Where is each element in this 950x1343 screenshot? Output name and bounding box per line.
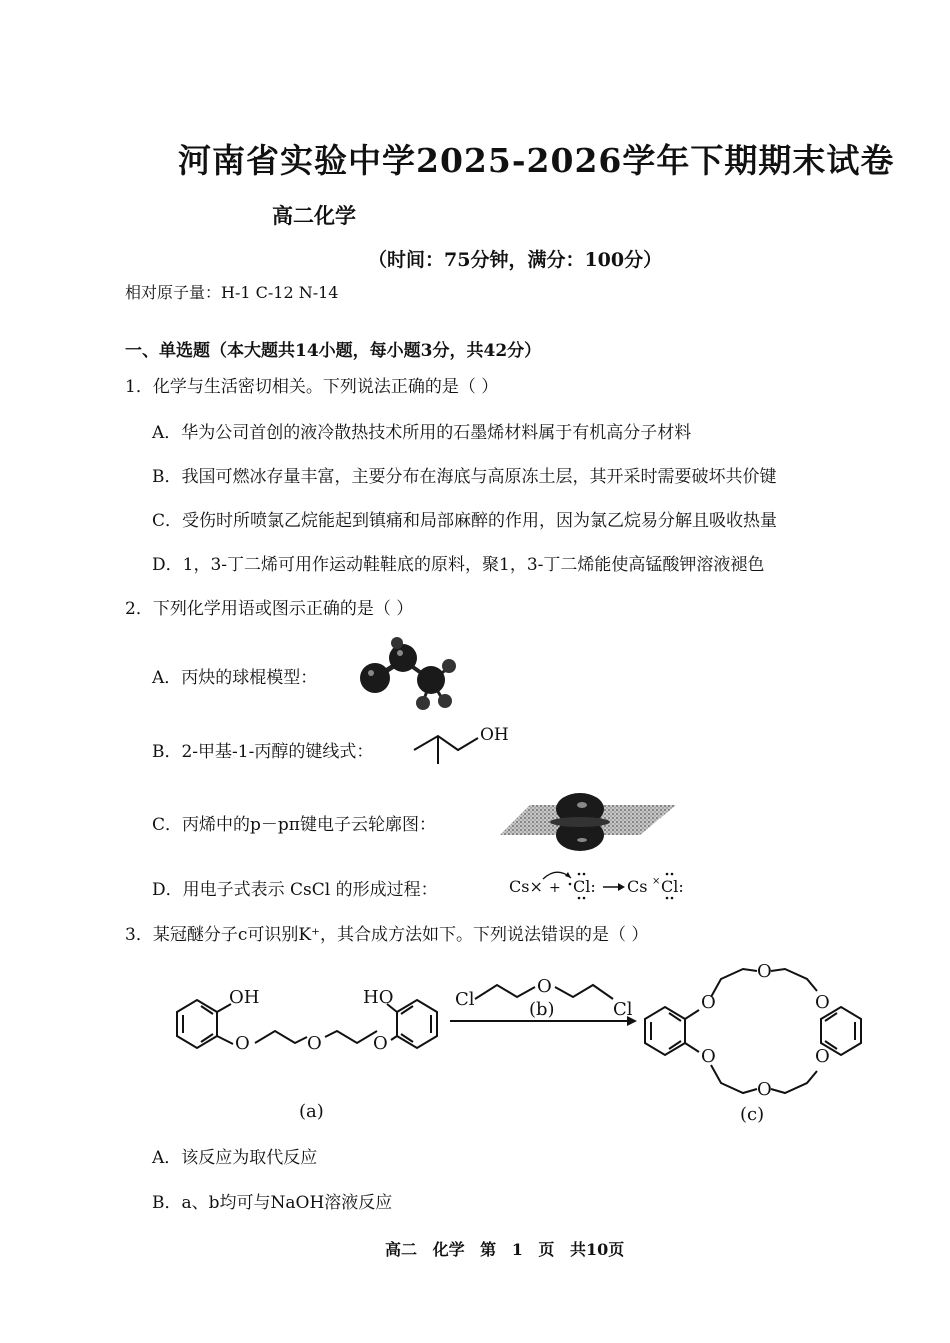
question-2-stem: 2．下列化学用语或图示正确的是（ ） bbox=[125, 599, 414, 619]
question-3-option-b: B．a、b均可与NaOH溶液反应 bbox=[152, 1193, 393, 1213]
cs-left-label: Cs× bbox=[509, 877, 543, 896]
ether-o-3: O bbox=[373, 1033, 388, 1054]
time-info: （时间：75分钟，满分：100分） bbox=[368, 249, 663, 271]
question-1-option-b: B．我国可燃冰存量丰富，主要分布在海底与高原冻土层，其开采时需要破坏共价键 bbox=[152, 467, 777, 487]
pi-bond-electron-cloud bbox=[500, 785, 680, 860]
section-title: 一、单选题（本大题共14小题，每小题3分，共42分） bbox=[125, 341, 542, 361]
methylpropanol-skeletal-formula bbox=[410, 720, 520, 780]
ether-o-1: O bbox=[235, 1033, 250, 1054]
question-1-option-d: D．1，3-丁二烯可用作运动鞋鞋底的原料，聚1，3-丁二烯能使高锰酸钾溶液褪色 bbox=[152, 555, 765, 575]
crown-o-3: O bbox=[757, 961, 772, 982]
reagent-b-label: (b) bbox=[529, 999, 555, 1020]
compound-a-label: (a) bbox=[299, 1101, 324, 1122]
cscl-electron-formula bbox=[505, 864, 695, 904]
question-3-option-a: A．该反应为取代反应 bbox=[152, 1148, 318, 1168]
ether-o-b: O bbox=[537, 976, 552, 997]
question-2-option-d: D．用电子式表示 CsCl 的形成过程： bbox=[152, 880, 438, 900]
exam-subtitle: 高二化学 bbox=[272, 203, 356, 228]
exam-title: 河南省实验中学2025-2026学年下期期末试卷 bbox=[178, 141, 895, 180]
cl-left: Cl bbox=[455, 989, 475, 1010]
atomic-masses: 相对原子量：H-1 C-12 N-14 bbox=[125, 283, 339, 302]
oh-label: OH bbox=[480, 725, 509, 745]
ho-right-label: HO bbox=[363, 987, 394, 1008]
compound-c-label: (c) bbox=[740, 1104, 765, 1125]
svg-text:×: × bbox=[652, 876, 661, 887]
oh-left-label: OH bbox=[229, 987, 260, 1008]
crown-o-4: O bbox=[757, 1079, 772, 1100]
ether-o-2: O bbox=[307, 1033, 322, 1054]
crown-ether-synthesis-scheme bbox=[165, 955, 885, 1135]
crown-o-2: O bbox=[701, 1046, 716, 1067]
question-3-stem: 3．某冠醚分子c可识别K⁺，其合成方法如下。下列说法错误的是（ ） bbox=[125, 925, 649, 945]
cl-right-label: Cl: bbox=[661, 877, 684, 896]
crown-o-1: O bbox=[701, 992, 716, 1013]
cl-left-label: Cl: bbox=[573, 877, 596, 896]
question-1-option-c: C．受伤时所喷氯乙烷能起到镇痛和局部麻醉的作用，因为氯乙烷易分解且吸收热量 bbox=[152, 511, 778, 531]
page-footer: 高二 化学 第 1 页 共10页 bbox=[385, 1240, 625, 1259]
question-2-option-a: A．丙炔的球棍模型： bbox=[152, 668, 318, 688]
crown-o-5: O bbox=[815, 992, 830, 1013]
question-2-option-c: C．丙烯中的p－pπ键电子云轮廓图： bbox=[152, 815, 436, 835]
question-1-stem: 1．化学与生活密切相关。下列说法正确的是（ ） bbox=[125, 377, 499, 397]
crown-o-6: O bbox=[815, 1046, 830, 1067]
cs-right-label: Cs bbox=[627, 877, 648, 896]
question-2-option-b: B．2-甲基-1-丙醇的键线式： bbox=[152, 742, 374, 762]
cl-right: Cl bbox=[613, 999, 633, 1020]
plus-sign: + bbox=[549, 880, 561, 896]
propyne-ball-stick-model bbox=[345, 630, 475, 710]
question-1-option-a: A．华为公司首创的液冷散热技术所用的石墨烯材料属于有机高分子材料 bbox=[152, 423, 692, 443]
